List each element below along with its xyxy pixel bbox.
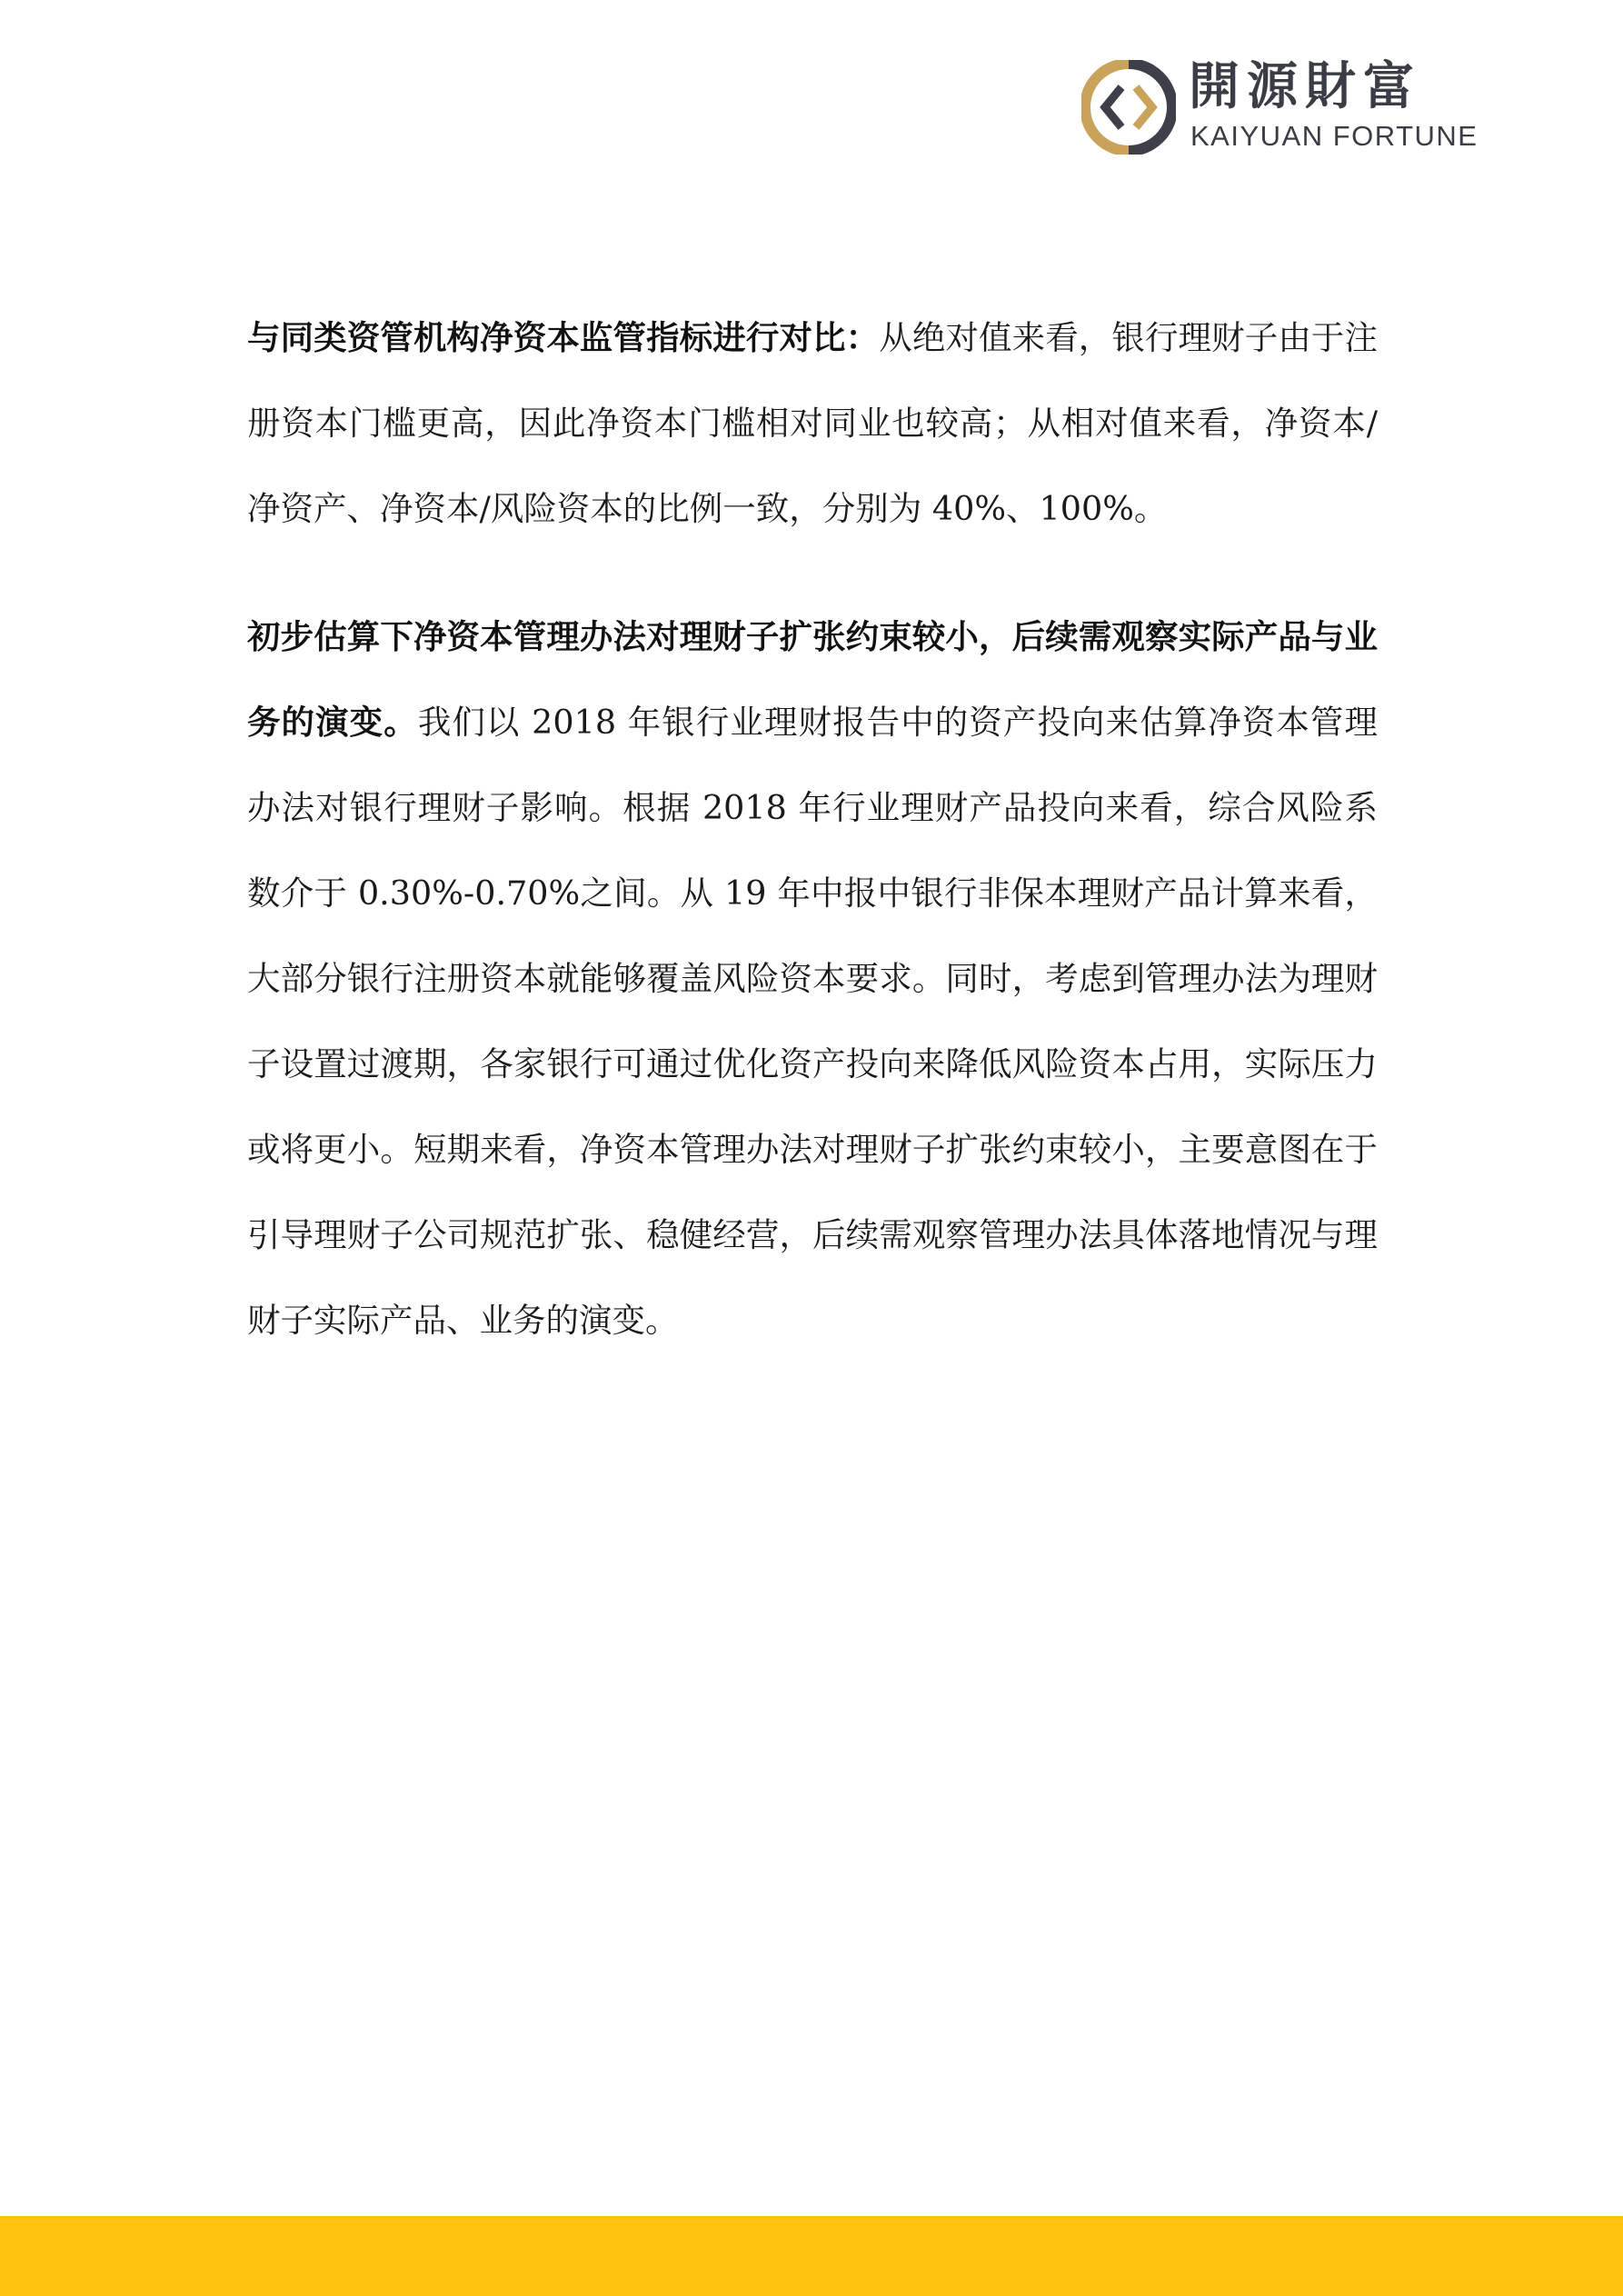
- logo-english-name: KAIYUAN FORTUNE: [1190, 120, 1479, 152]
- paragraph-text: 从绝对值来看，银行理财子由于注册资本门槛更高，因此净资本门槛相对同业也较高；从相对值来看，净资本/净资产、净资本/风险资本的比例一致，分别为 40%、100%。: [247, 318, 1379, 528]
- paragraph-net-capital-comparison: [247, 295, 1378, 552]
- paragraph-expansion-estimate: [247, 594, 1378, 1363]
- paragraph-text: 我们以 2018 年银行业理财报告中的资产投向来估算净资本管理办法对银行理财子影响。根据 2018 年行业理财产品投向来看，综合风险系数介于 0.30%-0.70%之间。从 19 年中报中银行非保本理财产品计算来看，大部分银行注册资本就能够覆盖风险资本要求。同时，考虑到管理办法为理财子设置过渡期，各家银行可通过优化资产投向来降低风险资本占用，实际压力或将更小。短期来看，净资本管理办法对理财子扩张约束较小，主要意图在于引导理财子公司规范扩张、稳健经营，后续需观察管理办法具体落地情况与理财子实际产品、业务的演变。: [247, 703, 1378, 1340]
- footer-bar: [0, 2216, 1623, 2296]
- kaiyuan-logo-icon: [1081, 60, 1176, 155]
- paragraph-lead: 初步估算下净资本管理办法对理财子扩张约束较小，后续需观察实际产品与业务的演变。: [247, 617, 1378, 742]
- paragraph-lead: 与同类资管机构净资本监管指标进行对比：: [247, 318, 880, 357]
- company-logo: [1081, 56, 1508, 156]
- logo-chinese-name: 開源財富: [1189, 56, 1421, 116]
- report-body: [247, 295, 1378, 1363]
